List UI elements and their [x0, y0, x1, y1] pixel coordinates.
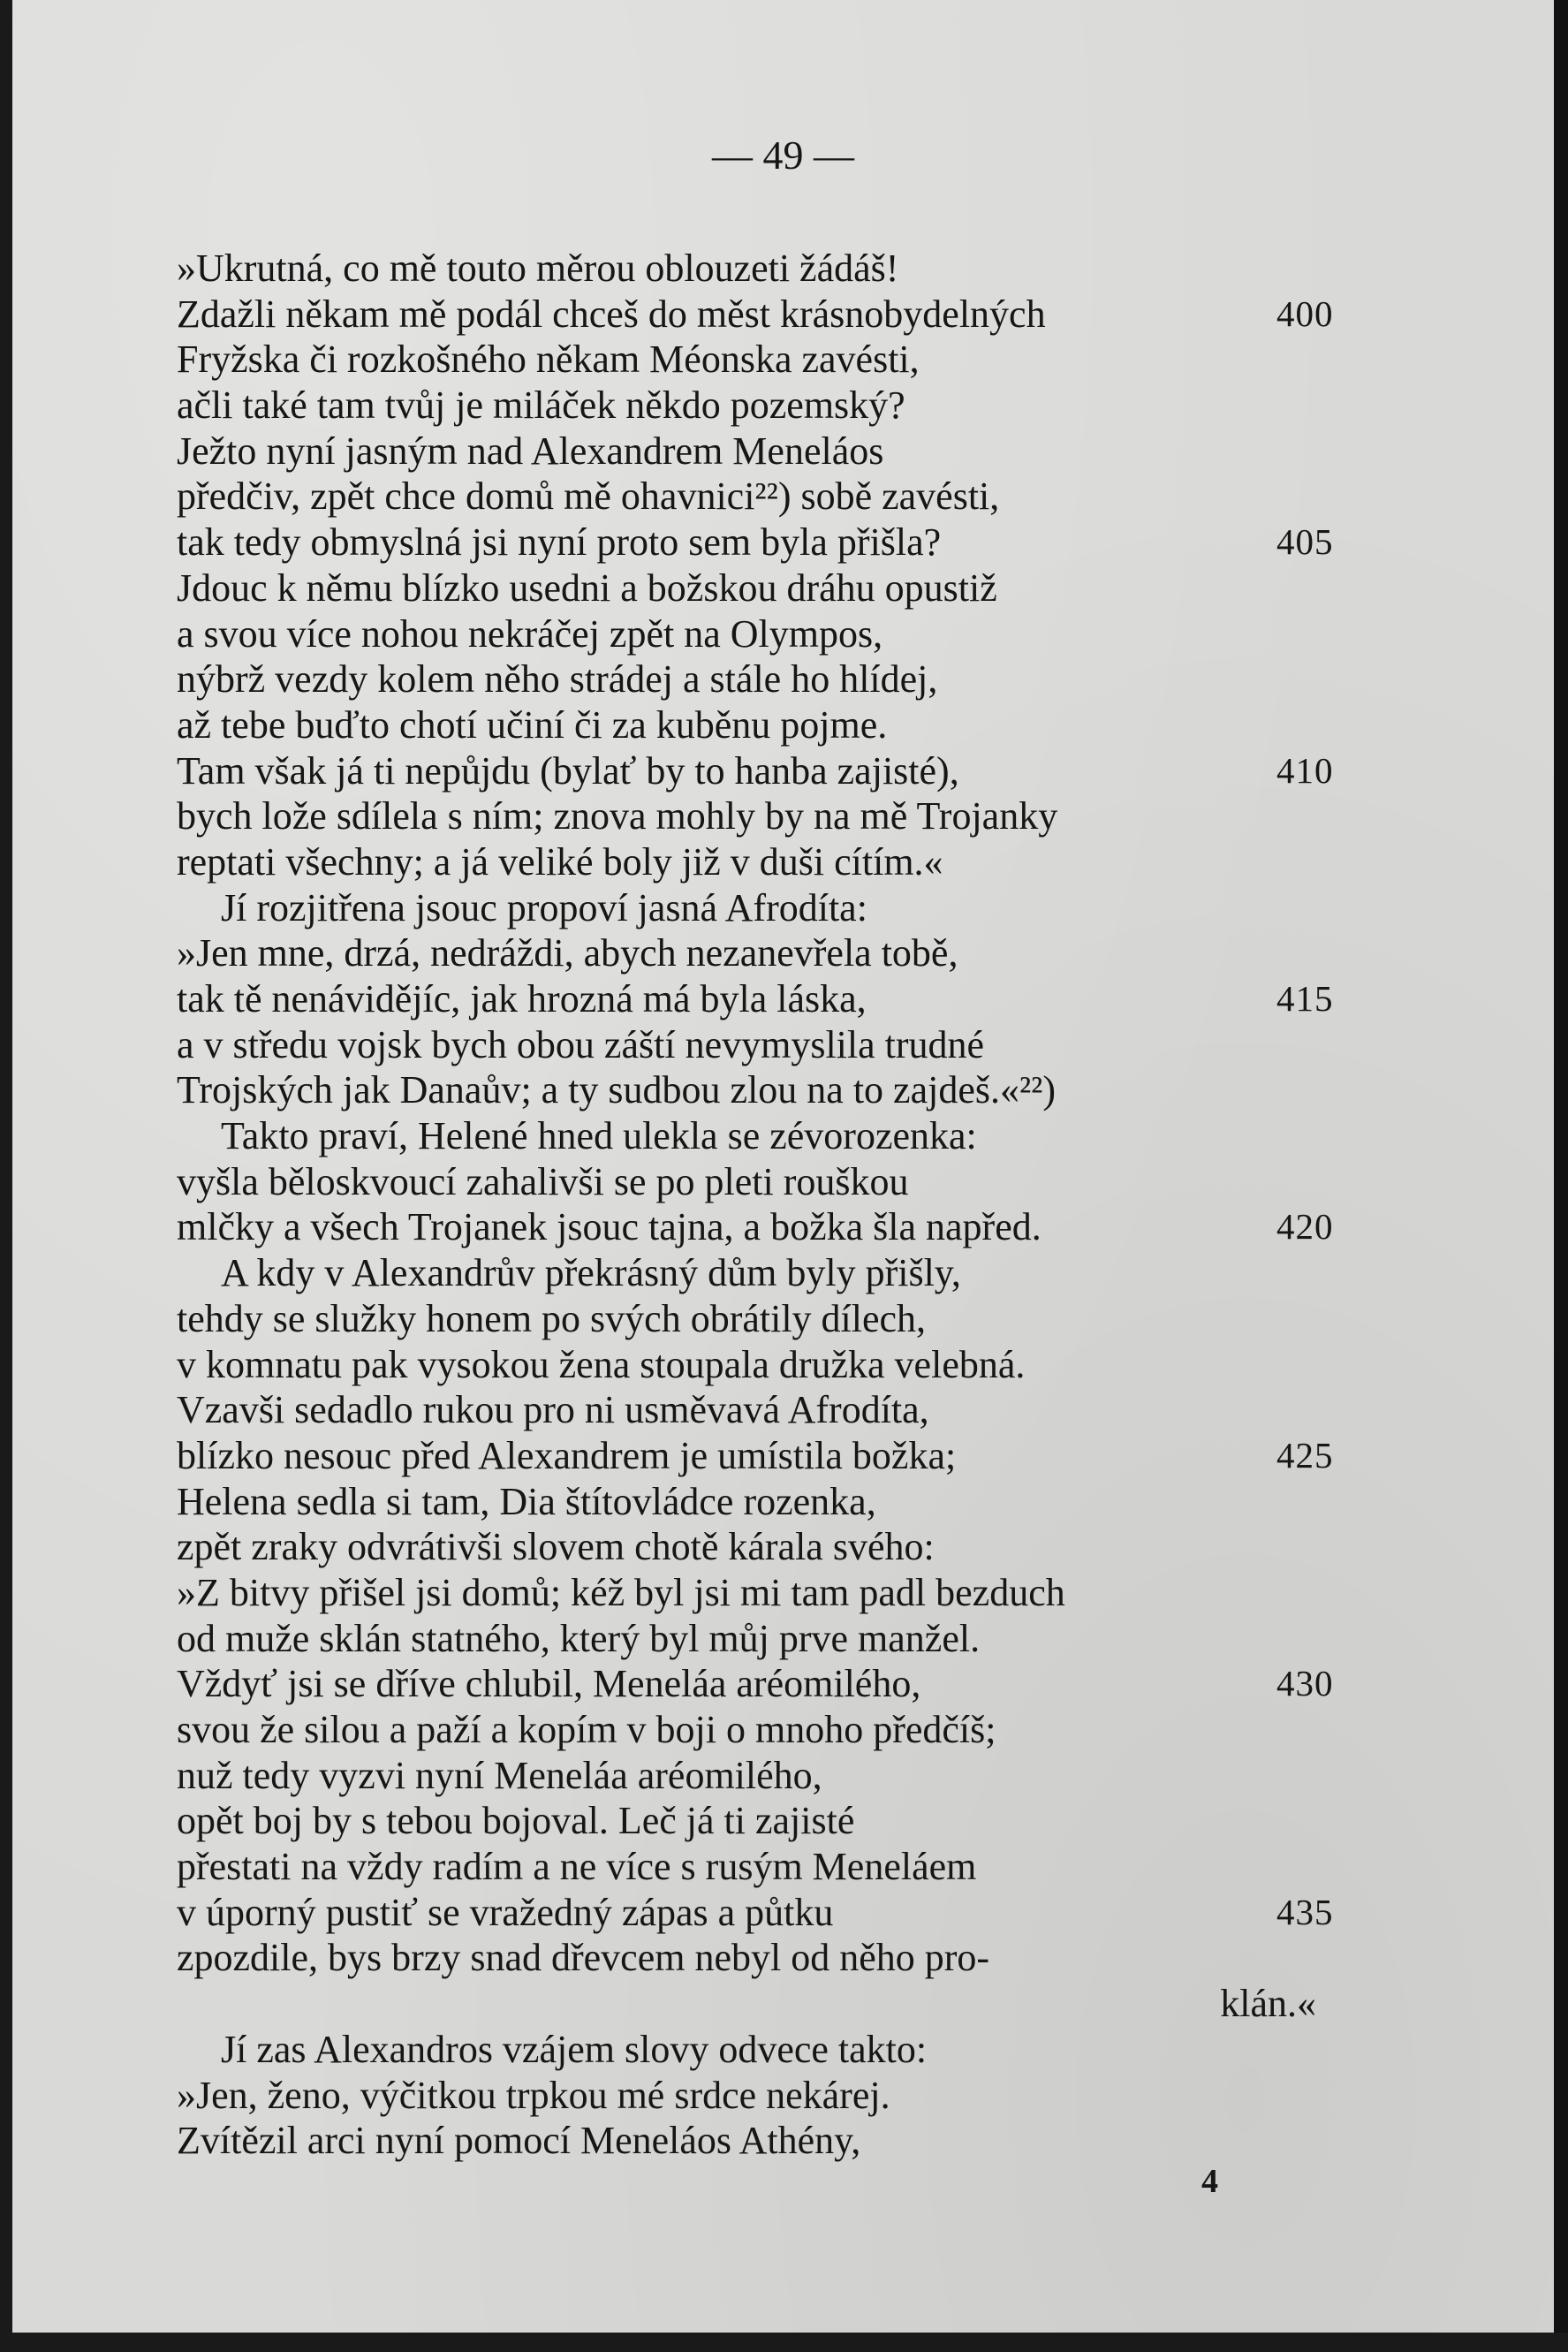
verse-line [177, 1753, 1378, 1799]
verse-line [177, 1387, 1378, 1433]
verse-line-text: nuž tedy vyzvi nyní Meneláa aréomilého, [177, 1753, 822, 1797]
line-number: 435 [1276, 1891, 1334, 1932]
line-number: 430 [1276, 1663, 1334, 1704]
verse-line-text: »Z bitvy přišel jsi domů; kéž byl jsi mi tam padl bezduch [177, 1570, 1065, 1614]
verse-line [177, 1296, 1378, 1342]
scan-bottom-edge [0, 2333, 1568, 2352]
verse-line [177, 930, 1378, 976]
verse-line-text: bych lože sdílela s ním; znova mohly by na mě Trojanky [177, 794, 1058, 838]
verse-line-text: Takto praví, Helené hned ulekla se zévorozenka: [221, 1114, 977, 1158]
verse-line [177, 1844, 1378, 1890]
line-number: 425 [1276, 1434, 1334, 1476]
verse-line-text: klán.« [1220, 1982, 1316, 2026]
verse-line [177, 976, 1378, 1022]
verse-line [177, 611, 1378, 657]
verse-line-text: zpozdile, bys brzy snad dřevcem nebyl od něho pro- [177, 1936, 990, 1980]
verse-line-text: Fryžska či rozkošného někam Méonska zavésti, [177, 338, 920, 382]
verse-line [177, 1524, 1378, 1570]
verse-line-text: Trojských jak Danaův; a ty sudbou zlou na to zajdeš.«²²) [177, 1068, 1057, 1112]
verse-line-text: »Ukrutná, co mě touto měrou oblouzeti žádáš! [177, 247, 899, 290]
verse-line [177, 1707, 1378, 1753]
verse-line [177, 1798, 1378, 1844]
verse-line-text: Vždyť jsi se dříve chlubil, Meneláa aréomilého, [177, 1662, 921, 1706]
verse-line-text: a svou více nohou nekráčej zpět na Olympos, [177, 611, 883, 656]
verse-line [177, 885, 1378, 931]
verse-line-text: Zvítězil arci nyní pomocí Meneláos Athény, [177, 2119, 861, 2163]
verse-line-text: svou že silou a paží a kopím v boji o mnoho předčíš; [177, 1708, 996, 1751]
verse-line [177, 748, 1378, 794]
verse-line-text: Zdažli někam mě podál chceš do měst krásnobydelných [177, 292, 1046, 336]
verse-line [177, 1113, 1378, 1159]
page-number-header: — 49 — [712, 133, 854, 178]
verse-line-text: předčiv, zpět chce domů mě ohavnici²²) sobě zavésti, [177, 474, 1000, 519]
verse-line [177, 1022, 1378, 1068]
verse-line-text: Helena sedla si tam, Dia štítovládce rozenka, [177, 1479, 876, 1523]
verse-line [177, 1479, 1378, 1525]
verse-line-text: v komnatu pak vysokou žena stoupala družka velebná. [177, 1342, 1026, 1386]
verse-line-text: až tebe buďto chotí učiní či za kuběnu pojme. [177, 702, 888, 747]
verse-line [177, 474, 1378, 520]
verse-line [177, 1661, 1378, 1707]
line-number: 415 [1276, 978, 1334, 1019]
verse-line-text: vyšla běloskvoucí zahalivši se po pleti rouškou [177, 1159, 909, 1203]
verse-line [177, 2118, 1378, 2164]
verse-line [177, 702, 1378, 748]
verse-line [177, 1342, 1378, 1388]
verse-line [177, 1433, 1378, 1479]
verse-line-text: tak tě nenávidějíc, jak hrozná má byla láska, [177, 977, 867, 1020]
verse-text-block [177, 246, 1378, 2164]
verse-line-text: Jí zas Alexandros vzájem slovy odvece takto: [221, 2027, 928, 2071]
scan-left-edge [0, 0, 12, 2352]
verse-line-text: Tam však já ti nepůjdu (bylať by to hanba zajisté), [177, 748, 959, 793]
verse-line-text: Jdouc k němu blízko usedni a božskou dráhu opustiž [177, 565, 997, 610]
verse-line-text: »Jen, ženo, výčitkou trpkou mé srdce nekárej. [177, 2073, 890, 2117]
verse-line [177, 1067, 1378, 1113]
verse-line [177, 656, 1378, 702]
verse-line-text: nýbrž vezdy kolem něho strádej a stále ho hlídej, [177, 657, 938, 702]
verse-line [177, 292, 1378, 338]
verse-line [177, 1616, 1378, 1662]
verse-line-text: A kdy v Alexandrův překrásný dům byly přišly, [221, 1251, 961, 1295]
verse-line [177, 383, 1378, 429]
verse-line [177, 1981, 1378, 2027]
verse-line [177, 793, 1378, 839]
verse-line-text: reptati všechny; a já veliké boly již v duši cítím.« [177, 839, 943, 884]
verse-line-text: Ježto nyní jasným nad Alexandrem Meneláos [177, 429, 884, 473]
verse-line [177, 429, 1378, 474]
line-number: 410 [1276, 749, 1334, 791]
verse-line [177, 1250, 1378, 1296]
verse-line-text: od muže sklán statného, který byl můj prve manžel. [177, 1616, 981, 1660]
verse-line-text: tak tedy obmyslná jsi nyní proto sem byla přišla? [177, 520, 942, 565]
verse-line-text: mlčky a všech Trojanek jsouc tajna, a božka šla napřed. [177, 1205, 1042, 1249]
verse-line-text: ačli také tam tvůj je miláček někdo pozemský? [177, 383, 905, 428]
verse-line [177, 1935, 1378, 1981]
verse-line [177, 2073, 1378, 2119]
verse-line [177, 839, 1378, 885]
line-number: 420 [1276, 1206, 1334, 1248]
verse-line-text: opět boj by s tebou bojoval. Leč já ti zajisté [177, 1799, 855, 1843]
verse-line-text: v úporný pustiť se vražedný zápas a půtku [177, 1890, 834, 1934]
verse-line-text: přestati na vždy radím a ne více s rusým Meneláem [177, 1845, 977, 1889]
verse-line [177, 246, 1378, 292]
line-number: 400 [1276, 292, 1334, 334]
signature-mark: 4 [1201, 2163, 1218, 2200]
verse-line [177, 1890, 1378, 1936]
verse-line [177, 1204, 1378, 1250]
verse-line [177, 2027, 1378, 2073]
verse-line-text: tehdy se služky honem po svých obrátily dílech, [177, 1296, 927, 1340]
verse-line [177, 565, 1378, 611]
verse-line-text: »Jen mne, drzá, nedráždi, abych nezanevřela tobě, [177, 931, 958, 975]
line-number: 405 [1276, 521, 1334, 563]
verse-line-text: Vzavši sedadlo rukou pro ni usměvavá Afrodíta, [177, 1388, 929, 1432]
verse-line [177, 337, 1378, 383]
verse-line-text: zpět zraky odvrátivši slovem chotě kárala svého: [177, 1525, 935, 1569]
verse-line [177, 520, 1378, 565]
book-page [12, 0, 1554, 2333]
verse-line [177, 1570, 1378, 1616]
verse-line-text: blízko nesouc před Alexandrem je umístila božka; [177, 1433, 957, 1477]
verse-line-text: a v středu vojsk bych obou záští nevymyslila trudné [177, 1022, 985, 1066]
verse-line-text: Jí rozjitřena jsouc propoví jasná Afrodíta: [221, 885, 867, 929]
verse-line [177, 1159, 1378, 1205]
